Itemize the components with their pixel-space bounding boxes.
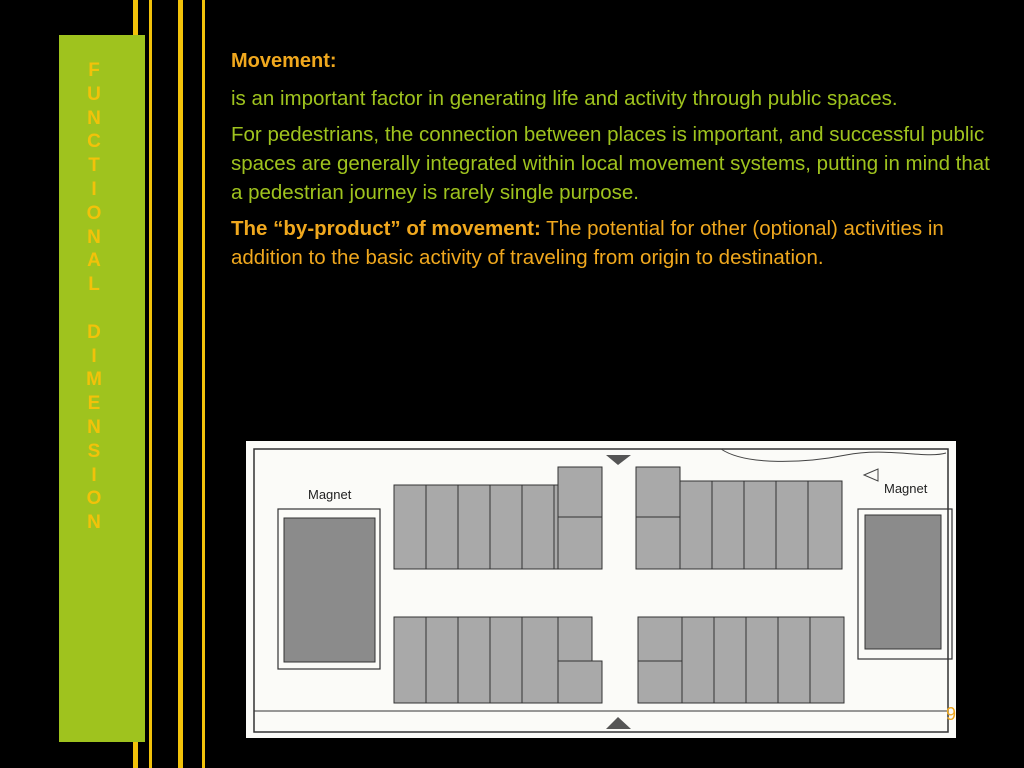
side-title-letter: M [86,369,102,391]
page-number: 9 [946,704,957,724]
side-title-panel [59,35,147,742]
side-title-letter: U [87,83,101,105]
side-title-letter: A [87,250,101,272]
side-title-letter: N [87,416,101,438]
paragraph-pedestrians: For pedestrians, the connection between places is important, and successful public spaces are generally integrated within local movement systems, putting in mind that a pedestrian journey is rarely single purpose. [231,123,990,204]
gold-rule-3 [178,0,183,768]
gold-rule-2 [149,0,152,768]
by-product-text: The potential for other (optional) activities in addition to the basic activity of traveling from origin to destination. [231,217,944,269]
side-title-letter: N [87,226,101,248]
side-title-letter: C [87,131,101,153]
side-title-letter: T [88,155,100,177]
slide-content [231,47,991,272]
side-title-letter: N [87,512,101,534]
street-layout-diagram [246,441,956,738]
side-title-letter: D [87,321,101,343]
slide-heading: Movement: [231,50,337,72]
street-layout-figure [246,441,956,738]
side-title-letter: E [87,393,101,415]
side-title-letter: I [91,345,97,367]
magnet-left-label: Magnet [308,487,352,502]
by-product-label: The “by-product” of movement: [231,217,541,240]
side-title-letter: I [91,464,97,486]
side-title [84,59,104,535]
side-title-letter: S [87,440,101,462]
side-title-letter: F [88,60,100,81]
paragraph-by-product [231,214,991,272]
side-title-letter: L [88,274,100,296]
side-title-letter: N [87,107,101,129]
side-title-letter [84,297,104,321]
gold-rule-4 [202,0,205,768]
paragraph-movement: is an important factor in generating life and activity through public spaces. [231,87,898,110]
side-title-letter: I [91,178,97,200]
side-title-letter: O [86,202,102,224]
magnet-right-label: Magnet [884,481,928,496]
side-title-letter: O [86,488,102,510]
